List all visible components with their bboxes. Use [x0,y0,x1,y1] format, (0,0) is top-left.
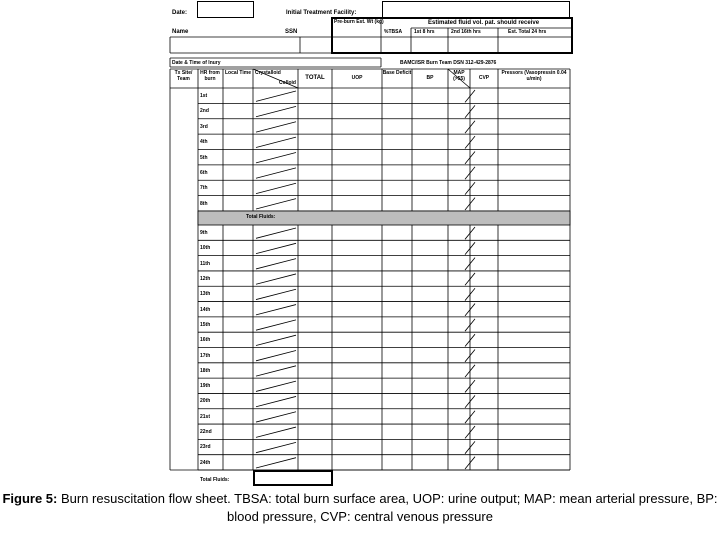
row-hour-14th: 14th [200,306,211,313]
estimated-label: Estimated fluid vol. pat. should receive [428,20,540,26]
total24-label: Est. Total 24 hrs [508,29,547,35]
row-hour-12th: 12th [200,275,211,282]
preburn-label: Pre-burn Est. Wt (kg) [334,19,384,25]
row-hour-20th: 20th [200,398,211,405]
row-hour-13th: 13th [200,291,211,298]
total-fluids-bottom: Total Fluids: [200,477,230,483]
col-local-time: Local Time [224,70,252,76]
date-label: Date: [172,10,188,16]
tbsa-label: %TBSA [384,29,403,35]
row-hour-18th: 18th [200,367,211,374]
row-hour-5th: 5th [200,154,208,161]
row-hour-21st: 21st [200,413,211,420]
col-cvp: CVP [478,75,490,81]
total-fluids-mid: Total Fluids: [246,214,276,220]
row-hour-19th: 19th [200,383,211,390]
col-base-deficit: Base Deficit [382,70,412,76]
row-hour-15th: 15th [200,321,211,328]
row-hour-24th: 24th [200,459,211,466]
total-fluids-field[interactable] [253,470,333,486]
row-hour-22nd: 22nd [200,429,212,436]
row-hour-8th: 8th [200,200,208,207]
injury-label: Date & Time of Inury [172,60,221,66]
burn-team-label: BAMC/ISR Burn Team DSN 312-429-2876 [400,60,497,66]
col-pressors: Pressors (Vasopressin 0.04 u/min) [501,70,567,82]
row-hour-16th: 16th [200,337,211,344]
first8-label: 1st 8 hrs [414,29,435,35]
col-colloid: Colloid [279,80,296,86]
row-hour-1st: 1st [200,93,208,99]
row-hour-10th: 10th [200,245,211,252]
row-hour-2nd: 2nd [200,108,209,115]
col-total: TOTAL [305,75,325,81]
caption-text: Burn resuscitation flow sheet. TBSA: total burn surface area, UOP: urine output; MAP: mean arterial pressure, BP: blood pressure, CVP: central venous pressure [57,491,718,524]
row-hour-3rd: 3rd [200,123,208,130]
figure-label: Figure 5: [2,491,58,506]
row-hour-9th: 9th [200,230,208,236]
col-tx-site: Tx Site/ Team [174,70,193,82]
row-hour-6th: 6th [200,169,208,176]
row-hour-4th: 4th [200,139,208,146]
col-bp: BP [426,75,434,81]
next16-label: 2nd 16th hrs [451,29,481,35]
col-uop: UOP [351,75,363,81]
facility-label: Initial Treatment Facility: [286,10,357,16]
row-hour-17th: 17th [200,352,211,359]
col-hr-from-burn: HR from burn [200,70,220,82]
figure-caption [0,490,720,526]
row-hour-11th: 11th [200,260,211,267]
ssn-label: SSN [285,29,298,35]
col-crystalloid: Crystalloid [255,70,281,76]
row-hour-7th: 7th [200,185,208,192]
name-label: Name [172,29,189,35]
row-hour-23rd: 23rd [200,444,211,451]
col-map: MAP (>55) [453,70,465,82]
